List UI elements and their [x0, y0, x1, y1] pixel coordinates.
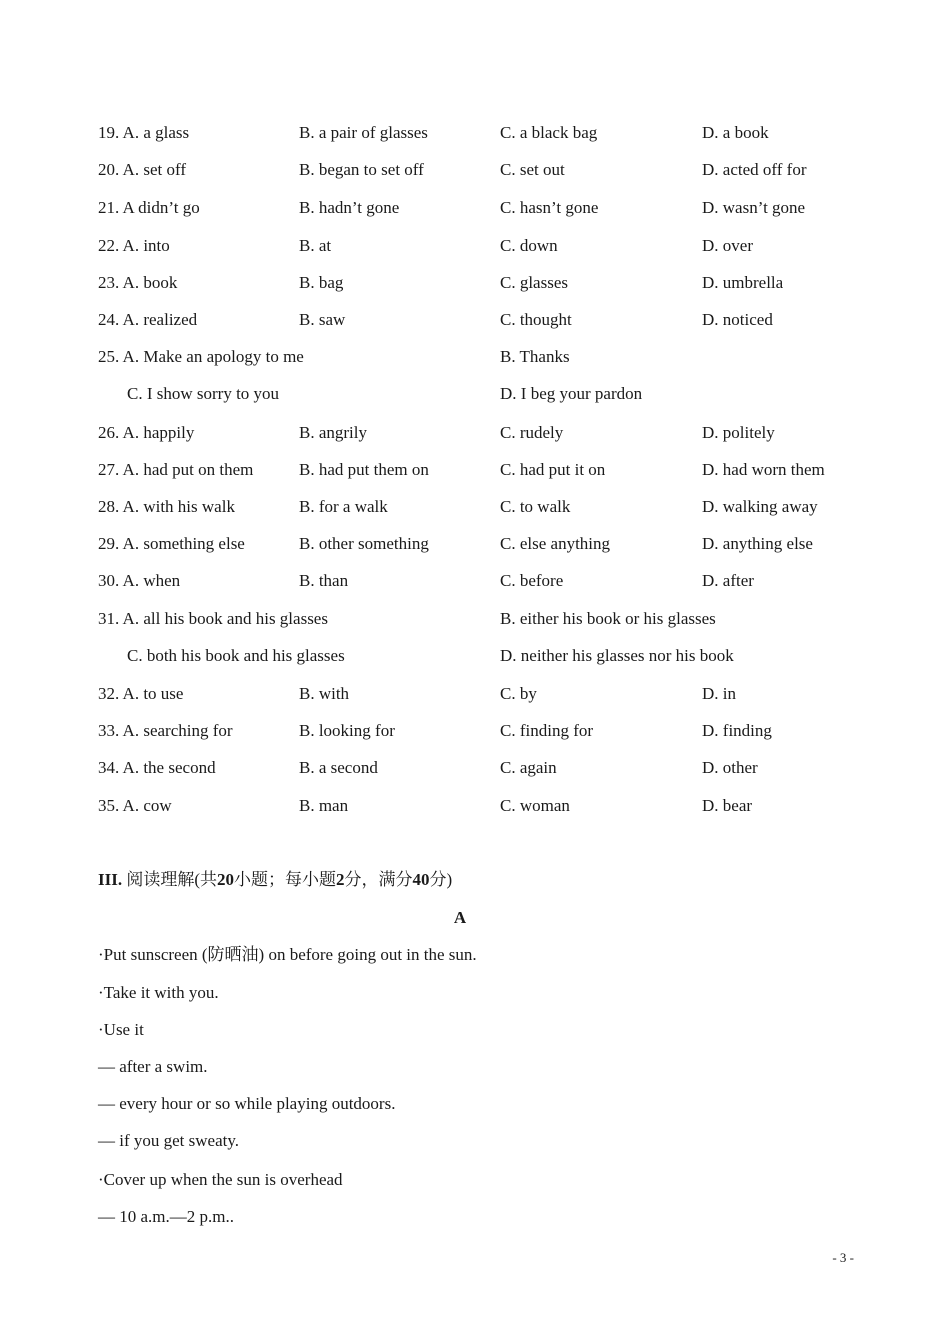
option-d: D. politely — [702, 423, 775, 442]
question-25-line-2 — [98, 382, 858, 406]
question-31-line-2 — [98, 644, 858, 668]
option-d: D. anything else — [702, 534, 813, 553]
question-34 — [98, 756, 858, 780]
section-total: 40 — [412, 870, 430, 889]
section-title-part1: 阅读理解(共 — [126, 870, 218, 889]
passage-line: — after a swim. — [98, 1057, 208, 1076]
passage-line: ·Cover up when the sun is overhead — [98, 1170, 343, 1189]
passage-line: ·Take it with you. — [98, 983, 219, 1002]
option-d: D. umbrella — [702, 273, 784, 292]
question-19 — [98, 121, 858, 145]
section-numeral: III. — [98, 870, 123, 889]
passage-line: ·Use it — [98, 1020, 144, 1039]
question-21 — [98, 196, 858, 220]
option-a: 30. A. when — [98, 571, 181, 590]
option-c: C. hasn’t gone — [500, 198, 599, 217]
section-title-part4: 分) — [429, 870, 453, 889]
option-c: C. both his book and his glasses — [127, 646, 345, 665]
question-24 — [98, 308, 858, 332]
option-c: C. else anything — [500, 534, 611, 553]
option-c: C. glasses — [500, 273, 568, 292]
question-30 — [98, 569, 858, 593]
question-29 — [98, 532, 858, 556]
option-d: D. over — [702, 236, 753, 255]
option-c: C. to walk — [500, 497, 571, 516]
option-c: C. set out — [500, 160, 565, 179]
option-a: 35. A. cow — [98, 796, 172, 815]
question-28 — [98, 495, 858, 519]
option-a: 21. A didn’t go — [98, 198, 200, 217]
section-points-each: 2 — [336, 870, 345, 889]
question-20 — [98, 158, 858, 182]
option-a: 23. A. book — [98, 273, 178, 292]
option-b: B. other something — [299, 534, 429, 553]
option-c: C. woman — [500, 796, 570, 815]
option-d: D. in — [702, 684, 736, 703]
option-a: 25. A. Make an apology to me — [98, 347, 304, 366]
option-c: C. rudely — [500, 423, 564, 442]
option-c: C. had put it on — [500, 460, 606, 479]
question-33 — [98, 719, 858, 743]
option-a: 32. A. to use — [98, 684, 184, 703]
option-a: 27. A. had put on them — [98, 460, 254, 479]
option-b: B. had put them on — [299, 460, 429, 479]
option-d: D. finding — [702, 721, 772, 740]
option-b: B. man — [299, 796, 349, 815]
option-d: D. wasn’t gone — [702, 198, 806, 217]
question-35 — [98, 794, 858, 818]
section-heading — [98, 868, 452, 892]
option-a: 20. A. set off — [98, 160, 186, 179]
option-c: C. again — [500, 758, 557, 777]
option-c: C. a black bag — [500, 123, 598, 142]
option-d: D. bear — [702, 796, 753, 815]
passage-line: ·Put sunscreen (防晒油) on before going out in the sun. — [98, 945, 477, 964]
option-b: B. hadn’t gone — [299, 198, 400, 217]
option-b: B. at — [299, 236, 332, 255]
option-b: B. looking for — [299, 721, 395, 740]
option-d: D. acted off for — [702, 160, 807, 179]
passage-line: — if you get sweaty. — [98, 1131, 240, 1150]
option-c: C. by — [500, 684, 537, 703]
option-d: D. I beg your pardon — [500, 384, 643, 403]
option-c: C. finding for — [500, 721, 594, 740]
option-b: B. saw — [299, 310, 346, 329]
option-b: B. angrily — [299, 423, 367, 442]
passage-label: A — [453, 908, 467, 927]
option-d: D. neither his glasses nor his book — [500, 646, 734, 665]
question-26 — [98, 421, 858, 445]
option-d: D. had worn them — [702, 460, 825, 479]
question-31 — [98, 607, 858, 631]
option-b: B. with — [299, 684, 350, 703]
option-b: B. either his book or his glasses — [500, 609, 716, 628]
option-d: D. walking away — [702, 497, 818, 516]
option-a: 22. A. into — [98, 236, 170, 255]
option-c: C. down — [500, 236, 558, 255]
option-b: B. a pair of glasses — [299, 123, 428, 142]
section-title-part3: 分，满分 — [344, 870, 413, 889]
option-b: B. bag — [299, 273, 344, 292]
option-b: B. began to set off — [299, 160, 424, 179]
option-a: 34. A. the second — [98, 758, 216, 777]
option-c: C. I show sorry to you — [127, 384, 280, 403]
option-b: B. a second — [299, 758, 378, 777]
page-number: - 3 - — [832, 1250, 854, 1265]
section-count: 20 — [217, 870, 235, 889]
passage-line: — every hour or so while playing outdoors. — [98, 1094, 396, 1113]
option-d: D. other — [702, 758, 758, 777]
option-b: B. for a walk — [299, 497, 388, 516]
option-d: D. a book — [702, 123, 769, 142]
option-a: 33. A. searching for — [98, 721, 233, 740]
option-a: 29. A. something else — [98, 534, 245, 553]
question-32 — [98, 682, 858, 706]
option-b: B. than — [299, 571, 349, 590]
option-d: D. after — [702, 571, 754, 590]
option-a: 31. A. all his book and his glasses — [98, 609, 328, 628]
section-title-part2: 小题；每小题 — [234, 870, 337, 889]
option-d: D. noticed — [702, 310, 773, 329]
passage-line: — 10 a.m.—2 p.m.. — [98, 1207, 234, 1226]
question-22 — [98, 234, 858, 258]
option-c: C. before — [500, 571, 564, 590]
option-a: 26. A. happily — [98, 423, 195, 442]
option-a: 24. A. realized — [98, 310, 198, 329]
question-25 — [98, 345, 858, 369]
option-a: 19. A. a glass — [98, 123, 190, 142]
option-b: B. Thanks — [500, 347, 570, 366]
option-a: 28. A. with his walk — [98, 497, 235, 516]
question-27 — [98, 458, 858, 482]
question-23 — [98, 271, 858, 295]
option-c: C. thought — [500, 310, 572, 329]
